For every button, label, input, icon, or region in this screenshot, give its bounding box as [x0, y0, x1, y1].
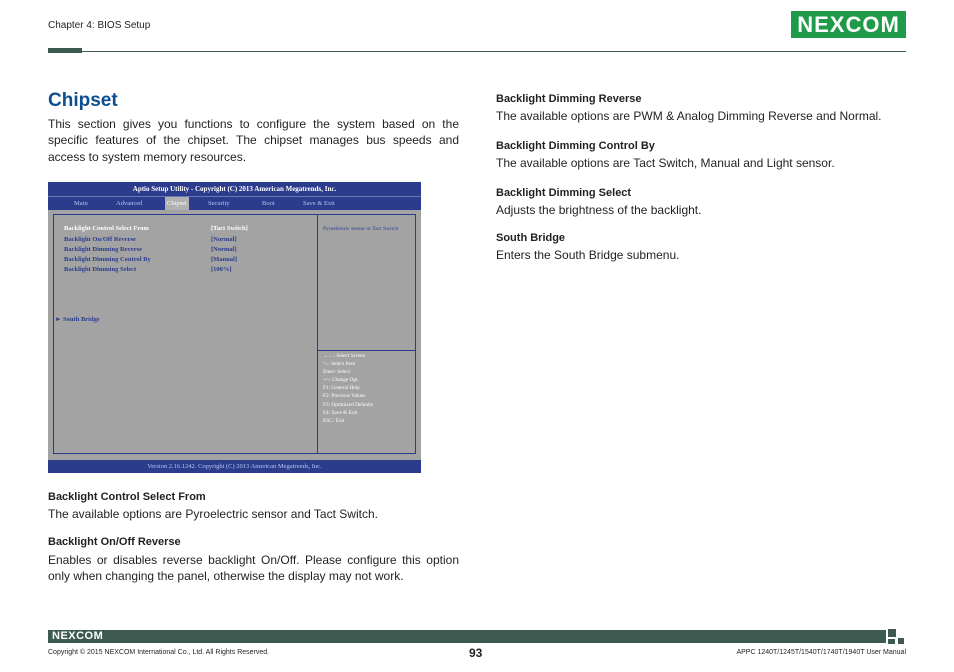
heading-backlight-dimming-select: Backlight Dimming Select: [496, 187, 632, 199]
value-backlight-dimming-control-by[interactable]: [Manual]: [211, 256, 237, 263]
bios-tab-bar: [48, 196, 421, 210]
tab-main[interactable]: Main: [74, 200, 88, 207]
bios-screenshot: [48, 182, 421, 473]
value-backlight-dimming-reverse[interactable]: [Normal]: [211, 246, 237, 253]
chapter-title: Chapter 4: BIOS Setup: [48, 20, 151, 31]
tab-security[interactable]: Security: [208, 200, 230, 207]
body-backlight-on-off-reverse: Enables or disables reverse backlight On/Off. Please configure this option only when changing the panel, otherwise the display may not work.: [48, 553, 459, 584]
key-save-exit: F4: Save & Exit: [323, 409, 358, 416]
key-enter: Enter: Select: [323, 369, 351, 376]
value-backlight-dimming-select[interactable]: [100%]: [211, 266, 232, 273]
nexcom-logo: [791, 11, 906, 38]
bios-title-bar: Aptio Setup Utility - Copyright (C) 2013 American Megatrends, Inc.: [48, 182, 421, 196]
value-backlight-on-off-reverse[interactable]: [Normal]: [211, 236, 237, 243]
tab-boot[interactable]: Boot: [262, 200, 275, 207]
footer-manual-title: APPC 1240T/1245T/1540T/1740T/1940T User Manual: [736, 649, 906, 656]
bios-help-separator: [318, 350, 415, 351]
value-backlight-control-select-from[interactable]: [Tact Switch]: [211, 225, 248, 232]
key-change-opt: +/-: Change Opt.: [323, 377, 359, 384]
key-previous-values: F2: Previous Values: [323, 393, 366, 400]
footer-copyright: Copyright © 2015 NEXCOM International Co., Ltd. All Rights Reserved.: [48, 649, 270, 656]
logo-text: NEXCOM: [797, 11, 900, 37]
key-select-item: ↑↓: Select Item: [323, 361, 356, 368]
body-backlight-dimming-select: Adjusts the brightness of the backlight.: [496, 203, 702, 217]
heading-south-bridge: South Bridge: [496, 232, 566, 244]
bios-settings-panel: [53, 214, 416, 454]
setting-backlight-dimming-control-by[interactable]: Backlight Dimming Control By: [64, 256, 151, 263]
page-number: 93: [469, 646, 483, 660]
footer-bar: [48, 630, 886, 643]
bios-key-legend: [323, 352, 373, 425]
heading-backlight-control-select-from: Backlight Control Select From: [48, 491, 206, 503]
body-backlight-dimming-reverse: The available options are PWM & Analog Dimming Reverse and Normal.: [496, 109, 882, 123]
footer-logo: NEXCOM: [52, 630, 104, 642]
body-backlight-dimming-control-by: The available options are Tact Switch, Manual and Light sensor.: [496, 156, 835, 170]
tab-chipset[interactable]: Chipset: [165, 197, 189, 210]
setting-backlight-on-off-reverse[interactable]: Backlight On/Off Reverse: [64, 236, 136, 243]
bios-footer-bar: Version 2.16.1242. Copyright (C) 2013 American Megatrends, Inc.: [48, 460, 421, 473]
page-title: Chipset: [48, 90, 118, 111]
tab-save-exit[interactable]: Save & Exit: [303, 200, 335, 207]
bios-divider: [317, 215, 318, 453]
key-optimized-defaults: F3: Optimized Defaults: [323, 401, 374, 408]
header-rule: [48, 51, 906, 52]
bios-help-text: Pyroelectric sensor or Tact Switch: [323, 226, 399, 232]
key-general-help: F1: General Help: [323, 385, 360, 392]
tab-advanced[interactable]: Advanced: [116, 200, 143, 207]
setting-backlight-control-select-from[interactable]: Backlight Control Select From: [64, 225, 149, 232]
setting-backlight-dimming-select[interactable]: Backlight Dimming Select: [64, 266, 137, 273]
submenu-south-bridge[interactable]: ► South Bridge: [55, 316, 100, 323]
heading-backlight-on-off-reverse: Backlight On/Off Reverse: [48, 536, 181, 548]
footer-squares-icon: [888, 629, 906, 644]
intro-paragraph: This section gives you functions to configure the system based on the specific features of the chipset. The chipset manages bus speeds and access to system memory resources.: [48, 117, 459, 164]
key-esc-exit: ESC: Exit: [323, 417, 345, 424]
setting-backlight-dimming-reverse[interactable]: Backlight Dimming Reverse: [64, 246, 142, 253]
body-south-bridge: Enters the South Bridge submenu.: [496, 248, 680, 262]
body-backlight-control-select-from: The available options are Pyroelectric sensor and Tact Switch.: [48, 507, 378, 521]
key-select-screen: →←: Select Screen: [323, 353, 366, 359]
heading-backlight-dimming-control-by: Backlight Dimming Control By: [496, 140, 655, 152]
heading-backlight-dimming-reverse: Backlight Dimming Reverse: [496, 93, 642, 105]
